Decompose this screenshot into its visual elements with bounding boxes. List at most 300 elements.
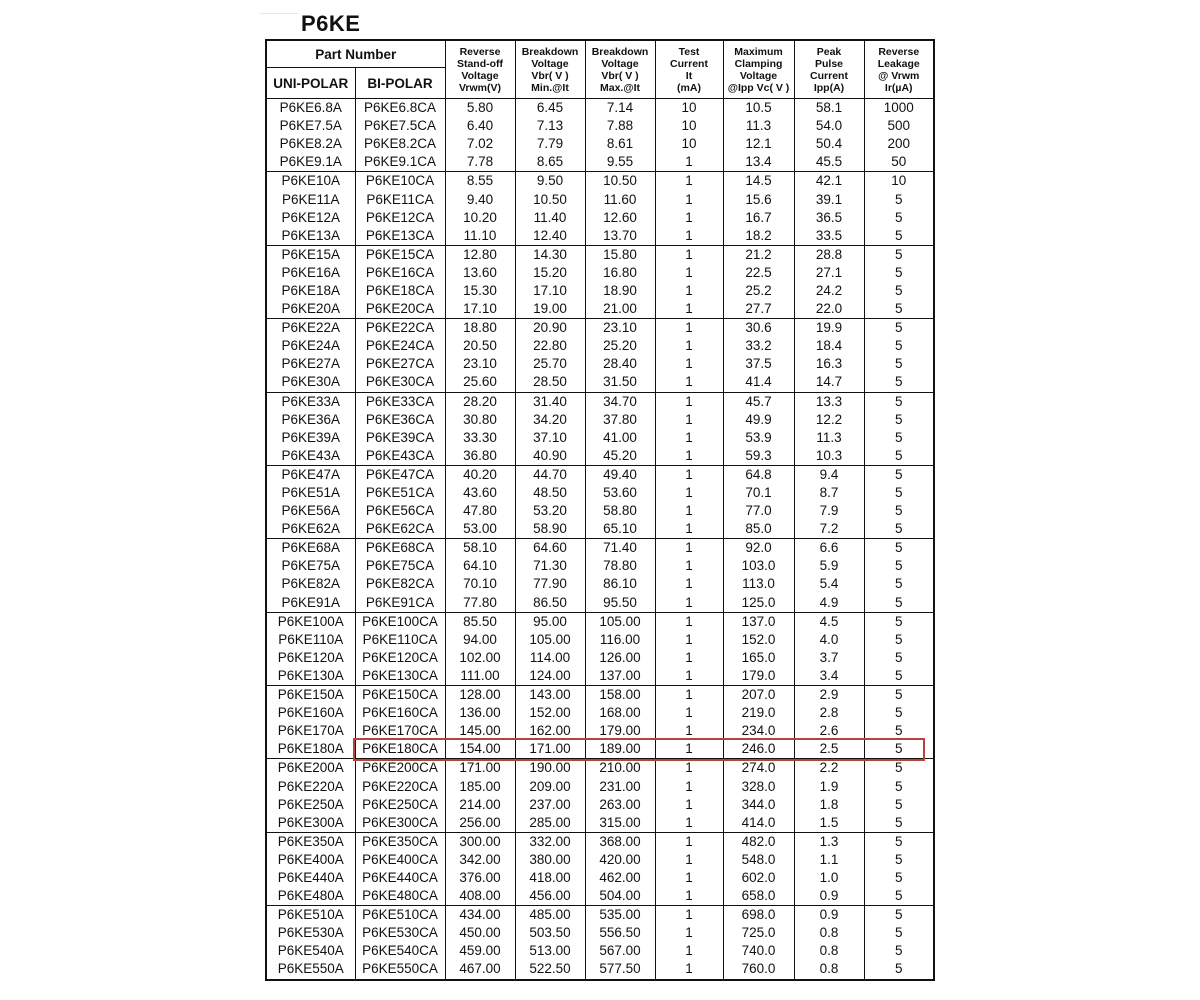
cell-clamping-voltage: 18.2 (723, 227, 794, 246)
cell-standoff-voltage: 10.20 (445, 209, 515, 227)
cell-breakdown-max: 210.00 (585, 759, 655, 778)
cell-breakdown-max: 41.00 (585, 429, 655, 447)
cell-uni-polar: P6KE120A (266, 649, 355, 667)
cell-reverse-leakage: 5 (864, 777, 934, 795)
cell-breakdown-max: 10.50 (585, 172, 655, 191)
cell-bi-polar: P6KE47CA (355, 465, 445, 484)
cell-peak-pulse-current: 1.5 (794, 814, 864, 833)
cell-clamping-voltage: 30.6 (723, 319, 794, 338)
cell-standoff-voltage: 171.00 (445, 759, 515, 778)
cell-bi-polar: P6KE550CA (355, 960, 445, 979)
cell-breakdown-max: 7.88 (585, 117, 655, 135)
cell-breakdown-min: 124.00 (515, 667, 585, 686)
cell-reverse-leakage: 5 (864, 649, 934, 667)
cell-bi-polar: P6KE24CA (355, 337, 445, 355)
cell-bi-polar: P6KE150CA (355, 686, 445, 705)
cell-reverse-leakage: 5 (864, 722, 934, 740)
cell-standoff-voltage: 36.80 (445, 447, 515, 466)
cell-standoff-voltage: 5.80 (445, 99, 515, 118)
cell-clamping-voltage: 21.2 (723, 245, 794, 264)
cell-clamping-voltage: 70.1 (723, 484, 794, 502)
cell-standoff-voltage: 111.00 (445, 667, 515, 686)
cell-clamping-voltage: 13.4 (723, 153, 794, 172)
cell-reverse-leakage: 5 (864, 851, 934, 869)
cell-test-current: 1 (655, 796, 723, 814)
cell-reverse-leakage: 5 (864, 337, 934, 355)
cell-reverse-leakage: 10 (864, 172, 934, 191)
cell-test-current: 1 (655, 924, 723, 942)
cell-bi-polar: P6KE200CA (355, 759, 445, 778)
cell-bi-polar: P6KE440CA (355, 869, 445, 887)
cell-breakdown-min: 9.50 (515, 172, 585, 191)
table-row (266, 575, 934, 593)
cell-uni-polar: P6KE540A (266, 942, 355, 960)
table-row (266, 777, 934, 795)
cell-test-current: 1 (655, 539, 723, 558)
cell-breakdown-max: 263.00 (585, 796, 655, 814)
cell-breakdown-max: 28.40 (585, 355, 655, 373)
cell-breakdown-min: 53.20 (515, 502, 585, 520)
cell-standoff-voltage: 40.20 (445, 465, 515, 484)
cell-test-current: 1 (655, 740, 723, 759)
cell-peak-pulse-current: 0.9 (794, 887, 864, 906)
cell-standoff-voltage: 434.00 (445, 906, 515, 925)
cell-peak-pulse-current: 10.3 (794, 447, 864, 466)
cell-uni-polar: P6KE200A (266, 759, 355, 778)
cell-reverse-leakage: 5 (864, 484, 934, 502)
cell-breakdown-max: 158.00 (585, 686, 655, 705)
cell-bi-polar: P6KE350CA (355, 832, 445, 851)
cell-uni-polar: P6KE530A (266, 924, 355, 942)
cell-standoff-voltage: 450.00 (445, 924, 515, 942)
cell-clamping-voltage: 125.0 (723, 594, 794, 613)
table-row (266, 264, 934, 282)
cell-breakdown-max: 71.40 (585, 539, 655, 558)
cell-bi-polar: P6KE160CA (355, 704, 445, 722)
cell-standoff-voltage: 300.00 (445, 832, 515, 851)
table-row (266, 594, 934, 613)
cell-bi-polar: P6KE33CA (355, 392, 445, 411)
cell-standoff-voltage: 15.30 (445, 282, 515, 300)
cell-reverse-leakage: 5 (864, 924, 934, 942)
cell-breakdown-max: 179.00 (585, 722, 655, 740)
cell-breakdown-max: 86.10 (585, 575, 655, 593)
cell-reverse-leakage: 1000 (864, 99, 934, 118)
cell-breakdown-min: 209.00 (515, 777, 585, 795)
cell-uni-polar: P6KE47A (266, 465, 355, 484)
cell-peak-pulse-current: 22.0 (794, 300, 864, 319)
cell-test-current: 1 (655, 575, 723, 593)
cell-bi-polar: P6KE510CA (355, 906, 445, 925)
cell-breakdown-min: 31.40 (515, 392, 585, 411)
cell-breakdown-min: 114.00 (515, 649, 585, 667)
table-row (266, 392, 934, 411)
cell-reverse-leakage: 5 (864, 447, 934, 466)
cell-breakdown-min: 418.00 (515, 869, 585, 887)
cell-bi-polar: P6KE110CA (355, 631, 445, 649)
cell-breakdown-min: 332.00 (515, 832, 585, 851)
cell-reverse-leakage: 5 (864, 960, 934, 979)
cell-breakdown-max: 13.70 (585, 227, 655, 246)
cell-peak-pulse-current: 0.8 (794, 924, 864, 942)
cell-breakdown-min: 34.20 (515, 411, 585, 429)
cell-uni-polar: P6KE7.5A (266, 117, 355, 135)
table-row (266, 631, 934, 649)
cell-clamping-voltage: 53.9 (723, 429, 794, 447)
cell-peak-pulse-current: 24.2 (794, 282, 864, 300)
table-row (266, 612, 934, 631)
table-row (266, 99, 934, 118)
cell-reverse-leakage: 500 (864, 117, 934, 135)
cell-breakdown-max: 420.00 (585, 851, 655, 869)
cell-peak-pulse-current: 11.3 (794, 429, 864, 447)
table-row (266, 832, 934, 851)
table-row (266, 539, 934, 558)
cell-uni-polar: P6KE170A (266, 722, 355, 740)
cell-test-current: 1 (655, 465, 723, 484)
cell-peak-pulse-current: 19.9 (794, 319, 864, 338)
table-body (266, 99, 934, 980)
cell-bi-polar: P6KE180CA (355, 740, 445, 759)
cell-peak-pulse-current: 1.3 (794, 832, 864, 851)
cell-reverse-leakage: 5 (864, 869, 934, 887)
cell-clamping-voltage: 41.4 (723, 373, 794, 392)
cell-test-current: 10 (655, 117, 723, 135)
cell-test-current: 1 (655, 447, 723, 466)
table-row (266, 740, 934, 759)
cell-bi-polar: P6KE11CA (355, 190, 445, 208)
table-row (266, 887, 934, 906)
cell-uni-polar: P6KE150A (266, 686, 355, 705)
cell-breakdown-max: 315.00 (585, 814, 655, 833)
cell-uni-polar: P6KE16A (266, 264, 355, 282)
cell-breakdown-max: 8.61 (585, 135, 655, 153)
cell-breakdown-max: 78.80 (585, 557, 655, 575)
cell-test-current: 1 (655, 649, 723, 667)
cell-breakdown-max: 18.90 (585, 282, 655, 300)
cell-test-current: 1 (655, 190, 723, 208)
cell-breakdown-max: 37.80 (585, 411, 655, 429)
table-row (266, 686, 934, 705)
cell-breakdown-max: 12.60 (585, 209, 655, 227)
table-row (266, 282, 934, 300)
cell-reverse-leakage: 5 (864, 832, 934, 851)
cell-peak-pulse-current: 6.6 (794, 539, 864, 558)
cell-standoff-voltage: 58.10 (445, 539, 515, 558)
table-row (266, 337, 934, 355)
cell-test-current: 1 (655, 373, 723, 392)
cell-breakdown-min: 522.50 (515, 960, 585, 979)
cell-peak-pulse-current: 9.4 (794, 465, 864, 484)
cell-test-current: 1 (655, 264, 723, 282)
cell-test-current: 1 (655, 960, 723, 979)
table-row (266, 667, 934, 686)
cell-standoff-voltage: 64.10 (445, 557, 515, 575)
cell-breakdown-min: 6.45 (515, 99, 585, 118)
cell-breakdown-max: 189.00 (585, 740, 655, 759)
cell-peak-pulse-current: 0.8 (794, 960, 864, 979)
cell-reverse-leakage: 5 (864, 906, 934, 925)
cell-clamping-voltage: 45.7 (723, 392, 794, 411)
cell-clamping-voltage: 33.2 (723, 337, 794, 355)
cell-peak-pulse-current: 12.2 (794, 411, 864, 429)
cell-uni-polar: P6KE36A (266, 411, 355, 429)
cell-breakdown-max: 15.80 (585, 245, 655, 264)
cell-peak-pulse-current: 42.1 (794, 172, 864, 191)
cell-standoff-voltage: 7.02 (445, 135, 515, 153)
cell-peak-pulse-current: 7.9 (794, 502, 864, 520)
cell-test-current: 1 (655, 942, 723, 960)
cell-breakdown-min: 380.00 (515, 851, 585, 869)
cell-peak-pulse-current: 58.1 (794, 99, 864, 118)
cell-uni-polar: P6KE13A (266, 227, 355, 246)
cell-breakdown-max: 25.20 (585, 337, 655, 355)
cell-clamping-voltage: 740.0 (723, 942, 794, 960)
cell-test-current: 10 (655, 135, 723, 153)
divider-line (260, 13, 298, 14)
cell-peak-pulse-current: 33.5 (794, 227, 864, 246)
table-row (266, 520, 934, 539)
cell-peak-pulse-current: 13.3 (794, 392, 864, 411)
table-row (266, 924, 934, 942)
cell-clamping-voltage: 165.0 (723, 649, 794, 667)
cell-peak-pulse-current: 36.5 (794, 209, 864, 227)
cell-breakdown-min: 58.90 (515, 520, 585, 539)
cell-breakdown-min: 171.00 (515, 740, 585, 759)
cell-standoff-voltage: 7.78 (445, 153, 515, 172)
cell-breakdown-max: 23.10 (585, 319, 655, 338)
cell-test-current: 1 (655, 172, 723, 191)
cell-clamping-voltage: 658.0 (723, 887, 794, 906)
cell-uni-polar: P6KE12A (266, 209, 355, 227)
cell-clamping-voltage: 49.9 (723, 411, 794, 429)
cell-test-current: 1 (655, 631, 723, 649)
column-header-peak-pulse-current: Peak Pulse Current Ipp(A) (794, 40, 864, 99)
cell-uni-polar: P6KE30A (266, 373, 355, 392)
table-row (266, 447, 934, 466)
cell-breakdown-max: 34.70 (585, 392, 655, 411)
table-row (266, 465, 934, 484)
cell-test-current: 1 (655, 502, 723, 520)
cell-breakdown-max: 504.00 (585, 887, 655, 906)
cell-standoff-voltage: 102.00 (445, 649, 515, 667)
cell-reverse-leakage: 5 (864, 373, 934, 392)
cell-standoff-voltage: 136.00 (445, 704, 515, 722)
cell-test-current: 1 (655, 411, 723, 429)
cell-breakdown-min: 28.50 (515, 373, 585, 392)
column-header-reverse-standoff-voltage: Reverse Stand-off Voltage Vrwm(V) (445, 40, 515, 99)
cell-uni-polar: P6KE39A (266, 429, 355, 447)
cell-test-current: 1 (655, 667, 723, 686)
cell-test-current: 1 (655, 282, 723, 300)
cell-standoff-voltage: 18.80 (445, 319, 515, 338)
cell-breakdown-max: 65.10 (585, 520, 655, 539)
cell-uni-polar: P6KE480A (266, 887, 355, 906)
cell-peak-pulse-current: 1.1 (794, 851, 864, 869)
cell-reverse-leakage: 5 (864, 392, 934, 411)
cell-breakdown-min: 143.00 (515, 686, 585, 705)
table-row (266, 796, 934, 814)
cell-test-current: 1 (655, 520, 723, 539)
cell-uni-polar: P6KE350A (266, 832, 355, 851)
cell-uni-polar: P6KE10A (266, 172, 355, 191)
cell-breakdown-min: 22.80 (515, 337, 585, 355)
cell-standoff-voltage: 20.50 (445, 337, 515, 355)
cell-clamping-voltage: 92.0 (723, 539, 794, 558)
specifications-table (265, 39, 935, 981)
column-header-breakdown-voltage-max: Breakdown Voltage Vbr( V ) Max.@It (585, 40, 655, 99)
cell-peak-pulse-current: 7.2 (794, 520, 864, 539)
cell-breakdown-min: 285.00 (515, 814, 585, 833)
cell-uni-polar: P6KE91A (266, 594, 355, 613)
cell-uni-polar: P6KE100A (266, 612, 355, 631)
document-title: P6KE (301, 11, 361, 36)
table-row (266, 704, 934, 722)
cell-breakdown-min: 503.50 (515, 924, 585, 942)
cell-breakdown-max: 126.00 (585, 649, 655, 667)
cell-standoff-voltage: 214.00 (445, 796, 515, 814)
cell-bi-polar: P6KE15CA (355, 245, 445, 264)
cell-breakdown-min: 237.00 (515, 796, 585, 814)
table-row (266, 300, 934, 319)
cell-clamping-voltage: 27.7 (723, 300, 794, 319)
cell-peak-pulse-current: 0.9 (794, 906, 864, 925)
table-row (266, 411, 934, 429)
cell-reverse-leakage: 5 (864, 520, 934, 539)
cell-test-current: 1 (655, 851, 723, 869)
cell-breakdown-min: 7.13 (515, 117, 585, 135)
cell-clamping-voltage: 414.0 (723, 814, 794, 833)
cell-standoff-voltage: 17.10 (445, 300, 515, 319)
column-header-breakdown-voltage-min: Breakdown Voltage Vbr( V ) Min.@It (515, 40, 585, 99)
cell-reverse-leakage: 200 (864, 135, 934, 153)
cell-peak-pulse-current: 16.3 (794, 355, 864, 373)
cell-breakdown-min: 44.70 (515, 465, 585, 484)
cell-clamping-voltage: 219.0 (723, 704, 794, 722)
cell-reverse-leakage: 5 (864, 190, 934, 208)
cell-uni-polar: P6KE250A (266, 796, 355, 814)
cell-test-current: 1 (655, 832, 723, 851)
cell-peak-pulse-current: 18.4 (794, 337, 864, 355)
cell-reverse-leakage: 5 (864, 227, 934, 246)
table-row (266, 814, 934, 833)
cell-clamping-voltage: 10.5 (723, 99, 794, 118)
cell-uni-polar: P6KE75A (266, 557, 355, 575)
cell-clamping-voltage: 246.0 (723, 740, 794, 759)
cell-breakdown-min: 12.40 (515, 227, 585, 246)
cell-bi-polar: P6KE39CA (355, 429, 445, 447)
cell-breakdown-max: 21.00 (585, 300, 655, 319)
cell-uni-polar: P6KE56A (266, 502, 355, 520)
table-row (266, 209, 934, 227)
cell-clamping-voltage: 25.2 (723, 282, 794, 300)
cell-uni-polar: P6KE27A (266, 355, 355, 373)
cell-reverse-leakage: 50 (864, 153, 934, 172)
cell-clamping-voltage: 103.0 (723, 557, 794, 575)
cell-breakdown-max: 116.00 (585, 631, 655, 649)
cell-standoff-voltage: 94.00 (445, 631, 515, 649)
table-row (266, 373, 934, 392)
cell-breakdown-max: 567.00 (585, 942, 655, 960)
table-row (266, 942, 934, 960)
cell-uni-polar: P6KE6.8A (266, 99, 355, 118)
cell-bi-polar: P6KE56CA (355, 502, 445, 520)
table-row (266, 117, 934, 135)
cell-breakdown-min: 7.79 (515, 135, 585, 153)
cell-test-current: 1 (655, 227, 723, 246)
cell-clamping-voltage: 725.0 (723, 924, 794, 942)
table-row (266, 227, 934, 246)
cell-clamping-voltage: 602.0 (723, 869, 794, 887)
cell-standoff-voltage: 47.80 (445, 502, 515, 520)
cell-clamping-voltage: 37.5 (723, 355, 794, 373)
cell-test-current: 1 (655, 209, 723, 227)
cell-reverse-leakage: 5 (864, 539, 934, 558)
cell-reverse-leakage: 5 (864, 429, 934, 447)
column-header-test-current: Test Current It (mA) (655, 40, 723, 99)
cell-bi-polar: P6KE170CA (355, 722, 445, 740)
cell-test-current: 1 (655, 337, 723, 355)
cell-standoff-voltage: 23.10 (445, 355, 515, 373)
cell-breakdown-min: 513.00 (515, 942, 585, 960)
cell-uni-polar: P6KE110A (266, 631, 355, 649)
cell-clamping-voltage: 22.5 (723, 264, 794, 282)
cell-breakdown-max: 231.00 (585, 777, 655, 795)
cell-breakdown-min: 20.90 (515, 319, 585, 338)
cell-breakdown-min: 64.60 (515, 539, 585, 558)
cell-reverse-leakage: 5 (864, 557, 934, 575)
cell-uni-polar: P6KE82A (266, 575, 355, 593)
cell-standoff-voltage: 53.00 (445, 520, 515, 539)
cell-bi-polar: P6KE130CA (355, 667, 445, 686)
cell-test-current: 1 (655, 704, 723, 722)
cell-peak-pulse-current: 3.4 (794, 667, 864, 686)
table-row (266, 429, 934, 447)
cell-breakdown-max: 535.00 (585, 906, 655, 925)
cell-standoff-voltage: 9.40 (445, 190, 515, 208)
cell-breakdown-min: 37.10 (515, 429, 585, 447)
cell-breakdown-max: 368.00 (585, 832, 655, 851)
cell-breakdown-max: 462.00 (585, 869, 655, 887)
cell-peak-pulse-current: 2.6 (794, 722, 864, 740)
cell-uni-polar: P6KE43A (266, 447, 355, 466)
cell-breakdown-min: 19.00 (515, 300, 585, 319)
cell-bi-polar: P6KE68CA (355, 539, 445, 558)
cell-test-current: 1 (655, 319, 723, 338)
cell-reverse-leakage: 5 (864, 245, 934, 264)
table-row (266, 759, 934, 778)
cell-peak-pulse-current: 1.0 (794, 869, 864, 887)
cell-peak-pulse-current: 45.5 (794, 153, 864, 172)
cell-breakdown-min: 10.50 (515, 190, 585, 208)
cell-uni-polar: P6KE400A (266, 851, 355, 869)
cell-bi-polar: P6KE30CA (355, 373, 445, 392)
cell-bi-polar: P6KE13CA (355, 227, 445, 246)
cell-bi-polar: P6KE18CA (355, 282, 445, 300)
cell-standoff-voltage: 128.00 (445, 686, 515, 705)
cell-uni-polar: P6KE15A (266, 245, 355, 264)
uni-polar-header: UNI-POLAR (266, 68, 355, 99)
cell-clamping-voltage: 12.1 (723, 135, 794, 153)
cell-test-current: 1 (655, 906, 723, 925)
cell-test-current: 1 (655, 300, 723, 319)
cell-breakdown-max: 49.40 (585, 465, 655, 484)
column-header-maximum-clamping-voltage: Maximum Clamping Voltage @Ipp Vc( V ) (723, 40, 794, 99)
cell-clamping-voltage: 548.0 (723, 851, 794, 869)
cell-bi-polar: P6KE62CA (355, 520, 445, 539)
column-header-reverse-leakage: Reverse Leakage @ Vrwm Ir(µA) (864, 40, 934, 99)
cell-reverse-leakage: 5 (864, 686, 934, 705)
